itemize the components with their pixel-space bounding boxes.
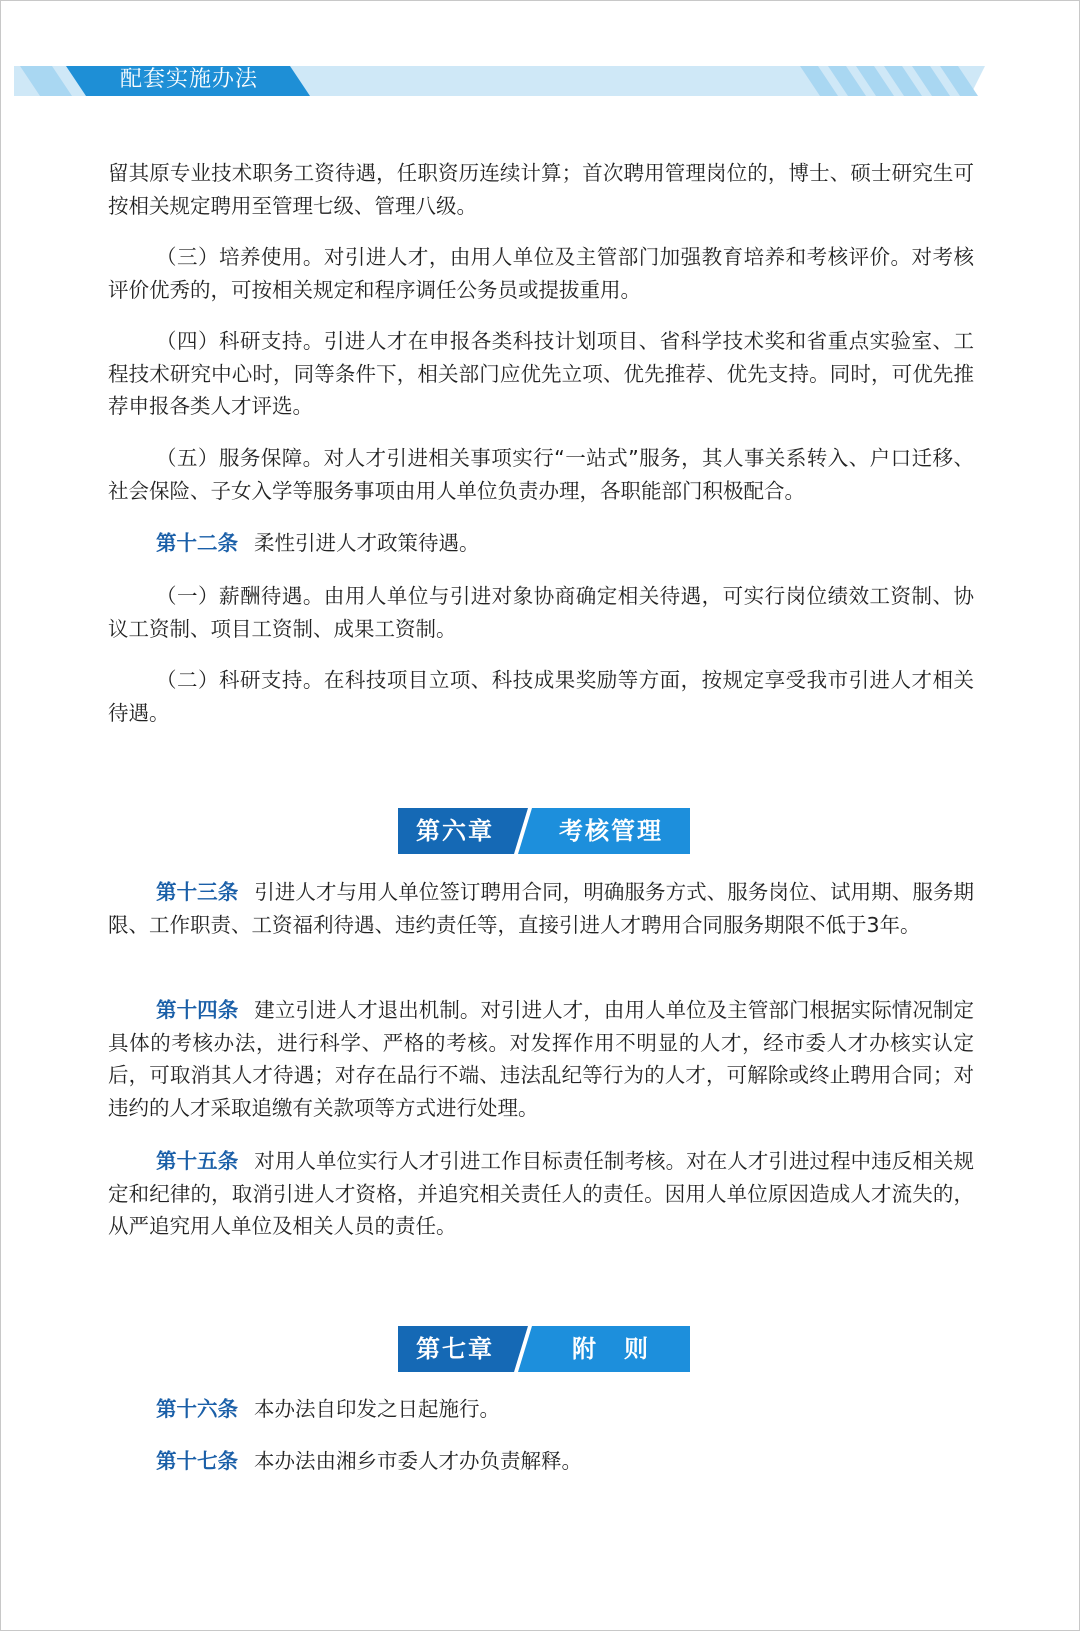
article-paragraph: [108, 876, 974, 941]
paragraph-text: 建立引进人才退出机制。对引进人才，由用人单位及主管部门根据实际情况制定具体的考核办法，进行科学、严格的考核。对发挥作用不明显的人才，经市委人才办核实认定后，可取消其人才待遇；对存在品行不端、违法乱纪等行为的人才，可解除或终止聘用合同；对违约的人才采取追缴有关款项等方式进行处理。: [108, 998, 975, 1120]
article-paragraph: [108, 1393, 974, 1426]
header-title: 配套实施办法: [120, 67, 259, 92]
article-label: 第十二条: [156, 531, 238, 555]
header-band: [0, 0, 1080, 110]
paragraph-text: 柔性引进人才政策待遇。: [254, 531, 480, 555]
paragraph: [108, 241, 974, 306]
chapter-title: 附 则: [572, 1335, 650, 1363]
paragraph-text: 本办法自印发之日起施行。: [254, 1397, 500, 1421]
article-label: 第十四条: [156, 998, 239, 1022]
paragraph: [108, 442, 974, 507]
paragraph-text: 本办法由湘乡市委人才办负责解释。: [254, 1449, 582, 1473]
paragraph: [108, 580, 974, 645]
article-paragraph: [108, 994, 974, 1124]
chapter-banner: [398, 1326, 690, 1372]
paragraph-text: （五）服务保障。对人才引进相关事项实行“一站式”服务，其人事关系转入、户口迁移、社会保险、子女入学等服务事项由用人单位负责办理，各职能部门积极配合。: [108, 446, 974, 503]
paragraph: [108, 325, 974, 423]
article-label: 第十五条: [156, 1149, 239, 1173]
paragraph-text: 引进人才与用人单位签订聘用合同，明确服务方式、服务岗位、试用期、服务期限、工作职责、工资福利待遇、违约责任等，直接引进人才聘用合同服务期限不低于3年。: [108, 880, 975, 937]
article-label: 第十三条: [156, 880, 239, 904]
paragraph-text: （二）科研支持。在科技项目立项、科技成果奖励等方面，按规定享受我市引进人才相关待遇。: [108, 668, 974, 725]
article-paragraph: [108, 1445, 974, 1478]
chapter-banner: [398, 808, 690, 854]
paragraph-text: 对用人单位实行人才引进工作目标责任制考核。对在人才引进过程中违反相关规定和纪律的，取消引进人才资格，并追究相关责任人的责任。因用人单位原因造成人才流失的，从严追究用人单位及相关人员的责任。: [108, 1149, 975, 1238]
paragraph-text: （四）科研支持。引进人才在申报各类科技计划项目、省科学技术奖和省重点实验室、工程技术研究中心时，同等条件下，相关部门应优先立项、优先推荐、优先支持。同时，可优先推荐申报各类人才评选。: [108, 329, 974, 418]
chapter-number: 第七章: [416, 1335, 494, 1363]
article-paragraph: [108, 1145, 974, 1243]
chapter-title: 考核管理: [559, 817, 663, 845]
paragraph-text: （一）薪酬待遇。由用人单位与引进对象协商确定相关待遇，可实行岗位绩效工资制、协议工资制、项目工资制、成果工资制。: [108, 584, 974, 641]
paragraph-text: 留其原专业技术职务工资待遇，任职资历连续计算；首次聘用管理岗位的，博士、硕士研究生可按相关规定聘用至管理七级、管理八级。: [108, 161, 974, 218]
chapter-number: 第六章: [416, 817, 494, 845]
paragraph: [108, 664, 974, 729]
article-label: 第十六条: [156, 1397, 238, 1421]
article-label: 第十七条: [156, 1449, 238, 1473]
paragraph-text: （三）培养使用。对引进人才，由用人单位及主管部门加强教育培养和考核评价。对考核评价优秀的，可按相关规定和程序调任公务员或提拔重用。: [108, 245, 974, 302]
paragraph: [108, 157, 974, 222]
article-paragraph: [108, 527, 974, 560]
